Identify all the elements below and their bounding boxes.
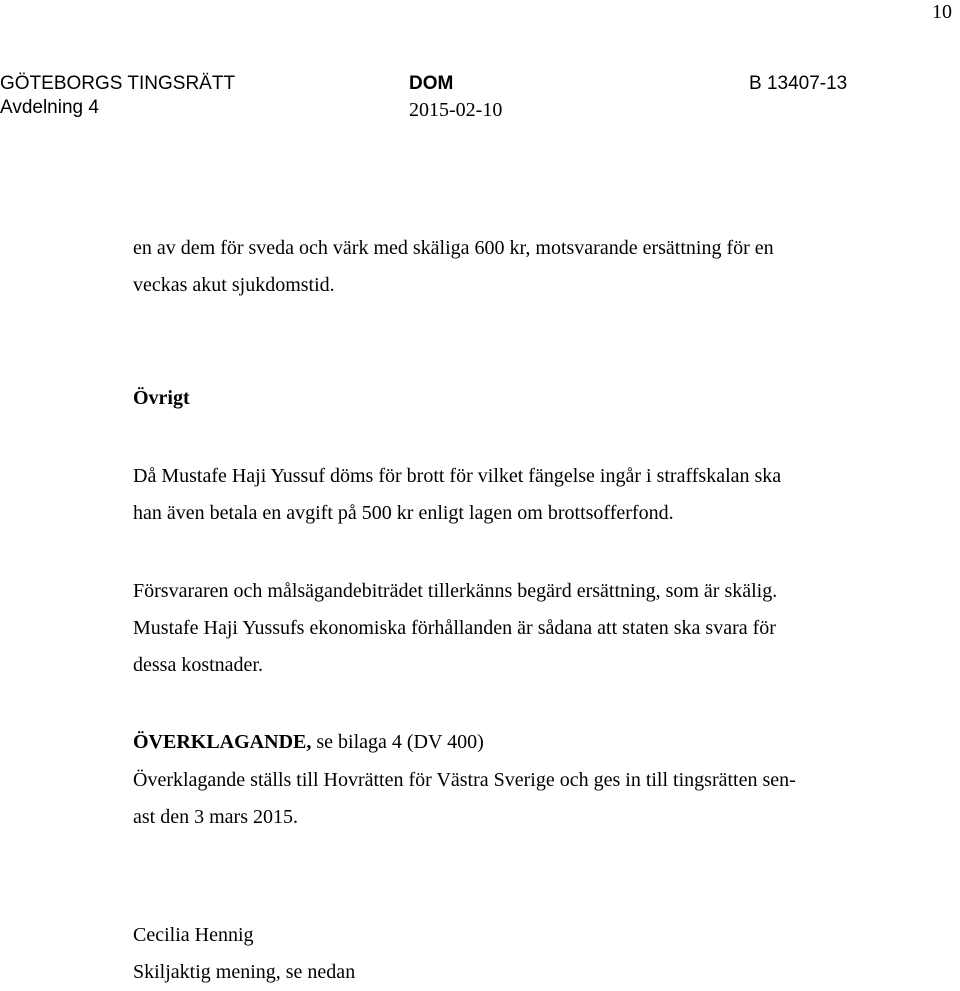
text-line: han även betala en avgift på 500 kr enligt lagen om brottsofferfond. [133, 502, 674, 524]
text-line: Mustafe Haji Yussufs ekonomiska förhållanden är sådana att staten ska svara för [133, 617, 776, 639]
appeal-heading-line [133, 724, 913, 761]
text-line: Då Mustafe Haji Yussuf döms för brott för vilket fängelse ingår i straffskalan ska [133, 465, 782, 487]
page-number: 10 [932, 1, 952, 23]
text-line: dessa kostnader. [133, 654, 263, 676]
appeal-reference: se bilaga 4 (DV 400) [311, 731, 484, 753]
text-line: ast den 3 mars 2015. [133, 806, 298, 828]
paragraph-fee [133, 458, 913, 532]
case-number: B 13407-13 [749, 73, 848, 94]
dissent-note: Skiljaktig mening, se nedan [133, 961, 356, 983]
court-division: Avdelning 4 [0, 97, 99, 118]
appeal-heading: ÖVERKLAGANDE, [133, 731, 312, 753]
text-line: en av dem för sveda och värk med skäliga 600 kr, motsvarande ersättning för en [133, 237, 774, 259]
paragraph-compensation [133, 573, 913, 684]
document-date: 2015-02-10 [409, 99, 503, 121]
heading-ovrigt: Övrigt [133, 387, 190, 409]
signature-block [133, 917, 913, 991]
court-name: GÖTEBORGS TINGSRÄTT [0, 73, 236, 94]
text-line: veckas akut sjukdomstid. [133, 274, 335, 296]
signature-name: Cecilia Hennig [133, 924, 254, 946]
paragraph-appeal [133, 762, 913, 836]
paragraph-damages [133, 230, 913, 304]
document-type: DOM [409, 73, 454, 94]
text-line: Överklagande ställs till Hovrätten för Västra Sverige och ges in till tingsrätten sen- [133, 769, 796, 791]
text-line: Försvararen och målsägandebiträdet tillerkänns begärd ersättning, som är skälig. [133, 580, 778, 602]
